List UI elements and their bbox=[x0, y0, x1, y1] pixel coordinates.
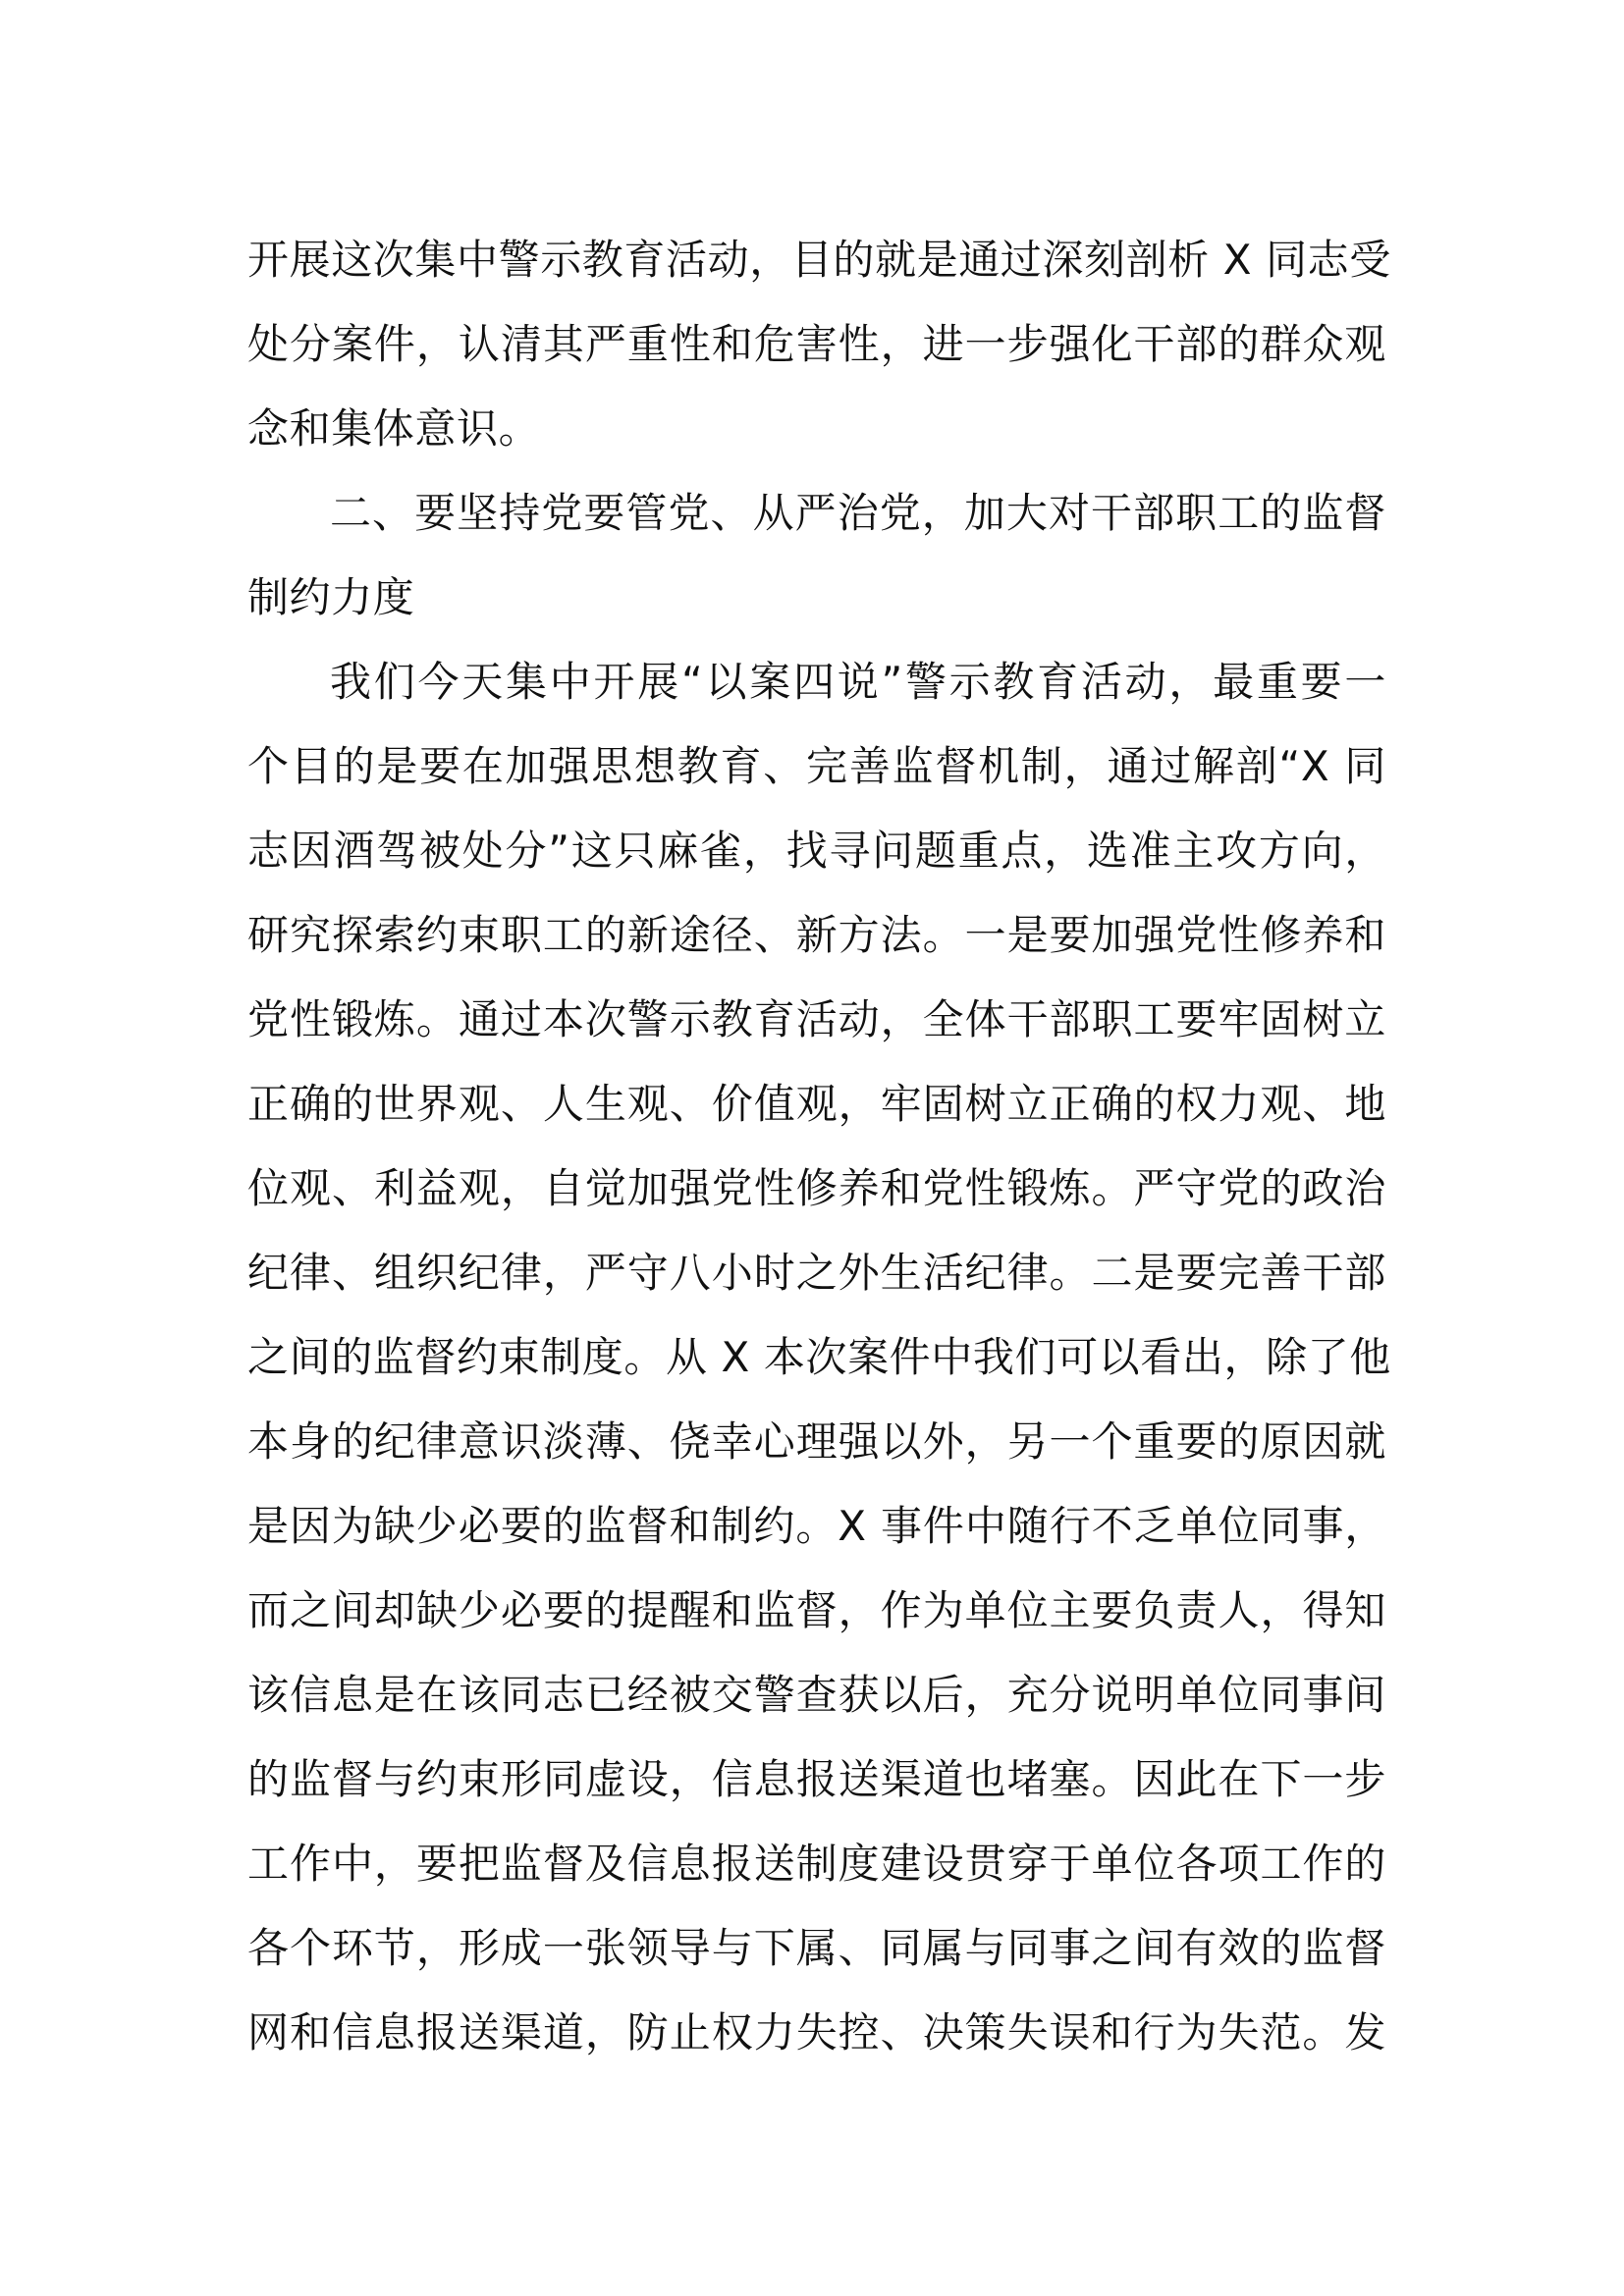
text-line: 纪律、组织纪律，严守八小时之外生活纪律。二是要完善干部 bbox=[247, 1249, 1386, 1297]
text-line: 该信息是在该同志已经被交警查获以后，充分说明单位同事间 bbox=[247, 1671, 1386, 1719]
text-line: 各个环节，形成一张领导与下属、同属与同事之间有效的监督 bbox=[247, 1924, 1386, 1972]
text-line: 位观、利益观，自觉加强党性修养和党性锻炼。严守党的政治 bbox=[247, 1164, 1386, 1212]
text-line: 开展这次集中警示教育活动，目的就是通过深刻剖析 X 同志受 bbox=[247, 236, 1391, 284]
text-line: 本身的纪律意识淡薄、侥幸心理强以外，另一个重要的原因就 bbox=[247, 1417, 1386, 1466]
text-line: 网和信息报送渠道，防止权力失控、决策失误和行为失范。发 bbox=[247, 2008, 1386, 2056]
paragraph-first-line: 我们今天集中开展“以案四说”警示教育活动，最重要一 bbox=[330, 658, 1386, 706]
text-line: 而之间却缺少必要的提醒和监督，作为单位主要负责人，得知 bbox=[247, 1586, 1386, 1634]
text-line: 之间的监督约束制度。从 X 本次案件中我们可以看出，除了他 bbox=[247, 1333, 1391, 1381]
text-line: 党性锻炼。通过本次警示教育活动，全体干部职工要牢固树立 bbox=[247, 995, 1386, 1043]
text-line: 研究探索约束职工的新途径、新方法。一是要加强党性修养和 bbox=[247, 911, 1386, 959]
text-line: 是因为缺少必要的监督和制约。X 事件中随行不乏单位同事， bbox=[247, 1502, 1386, 1550]
text-line: 个目的是要在加强思想教育、完善监督机制，通过解剖“X 同 bbox=[247, 742, 1386, 790]
body-text bbox=[247, 218, 1391, 2075]
text-line: 志因酒驾被处分”这只麻雀，找寻问题重点，选准主攻方向， bbox=[247, 827, 1386, 875]
text-line: 正确的世界观、人生观、价值观，牢固树立正确的权力观、地 bbox=[247, 1080, 1386, 1128]
text-line: 工作中，要把监督及信息报送制度建设贯穿于单位各项工作的 bbox=[247, 1840, 1386, 1888]
text-line: 的监督与约束形同虚设，信息报送渠道也堵塞。因此在下一步 bbox=[247, 1755, 1386, 1803]
paragraph-first-line: 二、要坚持党要管党、从严治党，加大对干部职工的监督 bbox=[330, 489, 1386, 537]
text-line: 制约力度 bbox=[247, 573, 415, 621]
text-line: 处分案件，认清其严重性和危害性，进一步强化干部的群众观 bbox=[247, 320, 1386, 368]
text-line: 念和集体意识。 bbox=[247, 404, 541, 453]
